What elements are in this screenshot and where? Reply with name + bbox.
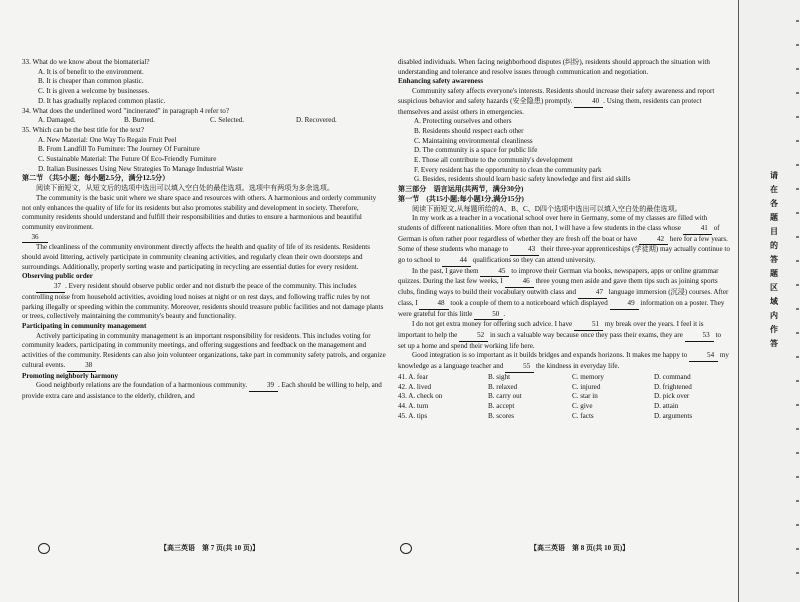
heading-safety: Enhancing safety awareness xyxy=(398,77,484,86)
sidebar-char: 答 xyxy=(770,255,778,264)
binding-tick xyxy=(796,44,799,46)
binding-tick xyxy=(796,92,799,94)
binding-tick xyxy=(796,476,799,478)
option-35a: A. New Material: One Way To Regain Fruit Peel xyxy=(38,135,177,144)
footer-logo-left xyxy=(38,543,50,554)
blank-49: 49 xyxy=(610,299,639,310)
section-2-heading: 第二节 （共5小题；每小题2.5分，满分12.5分） xyxy=(22,174,170,183)
blank-55: 55 xyxy=(505,362,534,373)
binding-tick xyxy=(796,524,799,526)
binding-tick xyxy=(796,260,799,262)
binding-tick xyxy=(796,452,799,454)
option-34a: A. Damaged. xyxy=(38,116,76,125)
option-d: D. The community is a space for public life xyxy=(414,146,538,155)
binding-tick xyxy=(796,20,799,22)
cloze-paragraph-3: I do not get extra money for offering such advice. I have 51 my break over the years. I feel it is important to help the 52 in such a valuable way because once they pass their exams, they are 53 to set up a home and spend their working life here. xyxy=(398,320,721,350)
left-column xyxy=(22,58,386,402)
binding-tick xyxy=(796,356,799,358)
blank-42: 42 xyxy=(639,235,668,246)
option-35b: B. From Landfill To Furniture: The Journey Of Furniture xyxy=(38,145,200,154)
option-34c: C. Selected. xyxy=(210,116,245,125)
cloze-options-table xyxy=(398,373,730,422)
school-logo-icon xyxy=(400,543,412,554)
sidebar-char: 请 xyxy=(770,171,778,180)
blank-53: 53 xyxy=(685,331,714,342)
section-1-instructions: 阅读下面短文,从每题所给的A、B、C、D四个选项中选出可以填入空白处的最佳选项。 xyxy=(412,204,682,213)
cloze-paragraph-1: In my work as a teacher in a vocational school over here in Germany, some of my classes are filled with students of different nationalities. More often than not, I will have a few students in the class whose 41 of German is often rather poor regardless of whether they are fresh off the boat or have 42 here for a few years. Some of these students who manage to 43 their three-year apprenticeships (学徒期) may actually continue to go to school to 44 qualifications so they can attend university. xyxy=(398,214,730,267)
section-2-instructions: 阅读下面短文，从短文后的选项中选出可以填入空白处的最佳选项。选项中有两项为多余选项。 xyxy=(36,184,334,193)
option-33a: A. It is of benefit to the environment. xyxy=(38,67,144,76)
sidebar-char: 答 xyxy=(770,339,778,348)
blank-38: 38 xyxy=(67,361,96,372)
heading-neighborly: Promoting neighborly harmony xyxy=(22,371,119,380)
blank-54: 54 xyxy=(689,351,718,362)
blank-50: 50 xyxy=(474,310,503,321)
option-35c: C. Sustainable Material: The Future Of Eco-Friendly Furniture xyxy=(38,155,217,164)
paragraph-2: The cleanliness of the community environment directly affects the health and quality of life of its residents. Residents should avoid littering, actively participate in community cleaning activities, and regularly clean their own doorsteps and surroundings. Additionally, properly sorting waste and participating in recycling are essential duties for every resident. xyxy=(22,243,370,271)
paragraph-5-cont: disabled individuals. When facing neighborhood disputes (纠纷), residents should approach the situation with understanding and tolerance and resolve issues through communication and negotiation. xyxy=(398,58,710,76)
options-34 xyxy=(22,116,386,126)
paragraph-5: Good neighborly relations are the foundation of a harmonious community. 39 . Each should be willing to help, and provide extra care and assistance to the elderly, children, and xyxy=(22,381,382,400)
binding-tick xyxy=(796,140,799,142)
sidebar-char: 各 xyxy=(770,199,778,208)
blank-51: 51 xyxy=(574,320,603,331)
options-45: 45. A. tips B. scores C. facts D. arguments xyxy=(398,411,693,420)
binding-tick xyxy=(796,164,799,166)
question-35: 35. Which can be the best title for the text? xyxy=(22,125,144,134)
question-33: 33. What do we know about the biomaterial? xyxy=(22,58,150,66)
option-34b: B. Burned. xyxy=(124,116,155,125)
sidebar-char: 作 xyxy=(770,325,778,334)
heading-participation: Participating in community management xyxy=(22,321,147,330)
binding-tick xyxy=(796,500,799,502)
binding-tick xyxy=(796,188,799,190)
option-b: B. Residents should respect each other xyxy=(414,126,524,135)
sidebar-char: 题 xyxy=(770,213,778,222)
option-c: C. Maintaining environmental cleanliness xyxy=(414,136,533,145)
binding-tick xyxy=(796,68,799,70)
option-33d: D. It has gradually replaced common plastic. xyxy=(38,96,166,105)
part-3-heading: 第三部分 语言运用(共两节，满分30分) xyxy=(398,185,524,194)
cloze-paragraph-4: Good integration is so important as it builds bridges and expands horizons. It makes me happy to 54 my knowledge as a language teacher and 55 the kindness in everyday life. xyxy=(398,351,730,372)
sidebar-char: 的 xyxy=(770,241,778,250)
blank-37: 37 xyxy=(36,282,65,293)
binding-tick xyxy=(796,404,799,406)
blank-46: 46 xyxy=(505,277,534,288)
blank-43: 43 xyxy=(510,245,539,256)
cloze-paragraph-2: In the past, I gave them 45 to improve their German via books, newspapers, apps or online grammar quizzes. During the last few weeks, I 46 three young men aside and gave them tips such as joining sports clubs, finding ways to build their vocabulary outwith class and 47 language immersion (沉浸) courses. After class, I 48 took a couple of them to a noticeboard which displayed 49 information on a poster. They were grateful for this little 50 . xyxy=(398,267,730,321)
binding-tick xyxy=(796,308,799,310)
binding-tick xyxy=(796,572,799,574)
blank-36: 36 xyxy=(22,233,48,244)
question-34: 34. What does the underlined word "incinerated" in paragraph 4 refer to? xyxy=(22,106,229,115)
right-column xyxy=(398,58,730,421)
binding-tick xyxy=(796,116,799,118)
binding-tick xyxy=(796,380,799,382)
paragraph-4: Actively participating in community management is an important responsibility for residents. This includes voting for community leaders, participating in community meetings, and offering suggestions and feedback on the management and activities of the community. Residents can also join volunteer organizations, take part in community safety patrols, and organize cultural events. 38 xyxy=(22,332,386,372)
binding-tick xyxy=(796,548,799,550)
footer-page-8: 【高三英语 第 8 页(共 10 页)】 xyxy=(530,544,630,552)
blank-45: 45 xyxy=(480,267,509,278)
option-33b: B. It is cheaper than common plastic. xyxy=(38,77,144,86)
option-e: E. Those all contribute to the community's development xyxy=(414,156,573,165)
binding-line xyxy=(738,0,739,602)
paragraph-1: The community is the basic unit where we share space and resources with others. A harmonious and orderly community not only enhances the quality of life for its residents but also promotes stability and development in society. Therefore, community residents should understand and fulfill their responsibilities and duties to ensure a harmonious and beautiful community environment. xyxy=(22,193,377,231)
option-35d: D. Italian Businesses Using New Strategies To Manage Industrial Waste xyxy=(38,164,243,173)
binding-tick xyxy=(796,212,799,214)
blank-52: 52 xyxy=(459,331,488,342)
sidebar-char: 区 xyxy=(770,283,778,292)
options-43: 43. A. check on B. carry out C. star in D. pick over xyxy=(398,392,690,401)
blank-48: 48 xyxy=(419,299,448,310)
sidebar-char: 目 xyxy=(770,227,778,236)
heading-public-order: Observing public order xyxy=(22,272,93,281)
binding-tick xyxy=(796,284,799,286)
footer-logo-right xyxy=(400,543,412,554)
options-41: 41. A. fear B. sight C. memory D. command xyxy=(398,372,691,381)
option-33c: C. It is given a welcome by businesses. xyxy=(38,87,150,96)
paragraph-6: Community safety affects everyone's interests. Residents should increase their safety awareness and report suspicious behavior and safety hazards (安全隐患) promptly. 40 . Using them, residents can protect themselves and assist others in emergencies. xyxy=(398,87,715,116)
sidebar-char: 域 xyxy=(770,297,778,306)
section-1-heading: 第一节 (共15小题;每小题1分,满分15分) xyxy=(398,194,524,203)
blank-44: 44 xyxy=(442,256,471,267)
option-a: A. Protecting ourselves and others xyxy=(414,117,512,126)
sidebar-char: 题 xyxy=(770,269,778,278)
blank-47: 47 xyxy=(578,288,607,299)
options-44: 44. A. turn B. accept C. give D. attain xyxy=(398,401,679,410)
school-logo-icon xyxy=(38,543,50,554)
binding-tick xyxy=(796,332,799,334)
options-42: 42. A. lived B. relaxed C. injured D. frightened xyxy=(398,382,692,391)
option-f: F. Every resident has the opportunity to clean the community park xyxy=(414,165,602,174)
sidebar-char: 在 xyxy=(770,185,778,194)
sidebar-char: 内 xyxy=(770,311,778,320)
blank-41: 41 xyxy=(683,224,712,235)
binding-tick xyxy=(796,236,799,238)
footer-page-7: 【高三英语 第 7 页(共 10 页)】 xyxy=(160,544,260,552)
binding-tick xyxy=(796,428,799,430)
option-34d: D. Recovered. xyxy=(296,116,337,125)
option-g: G. Besides, residents should learn basic safety knowledge and first aid skills xyxy=(414,175,631,184)
paragraph-3: 37 . Every resident should observe public order and not disturb the peace of the community. This includes controlling noise from household activities, avoiding loud noises at night or on rest days, and following traffic rules by not parking illegally or speeding within the community. Moreover, residents should treasure public facilities and not damage plants or trees, collectively maintaining the community's beauty and functionality. xyxy=(22,282,384,321)
blank-39: 39 xyxy=(249,381,278,392)
blank-40: 40 xyxy=(574,97,603,108)
